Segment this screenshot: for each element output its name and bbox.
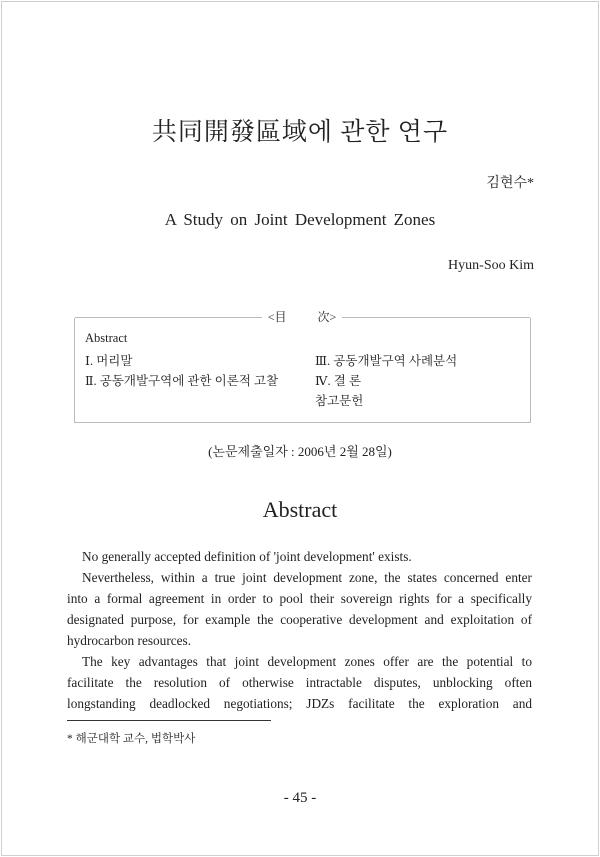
toc-item: Ⅲ. 공동개발구역 사례분석 [315,354,458,368]
abstract-body [67,546,532,714]
abstract-line: hydrocarbon resources. [67,633,192,648]
abstract-line: designated purpose, for example the cooperative development and exploitation of [67,612,532,627]
footnote: * 해군대학 교수, 법학박사 [67,733,196,745]
abstract-line: into a formal agreement in order to pool their sovereign rights for a specifically [67,591,532,606]
author-english: Hyun-Soo Kim [448,258,534,273]
abstract-heading: Abstract [262,497,338,522]
toc-item: Abstract [85,331,128,345]
page-number: - 45 - [283,790,317,806]
abstract-line: The key advantages that joint development zones offer are the potential to [82,654,532,669]
toc-item: Ⅰ. 머리말 [85,354,133,368]
paper-title: 共同開發區域에 관한 연구 [151,119,449,146]
submission-date: (논문제출일자 : 2006년 2월 28일) [208,444,392,459]
author-korean: 김현수* [486,176,534,191]
abstract-line: longstanding deadlocked negotiations; JDZs facilitate the exploration and [67,696,532,711]
footnote-divider [67,720,271,721]
toc-item: Ⅱ. 공동개발구역에 관한 이론적 고찰 [85,374,279,388]
toc-item: 참고문헌 [315,394,364,408]
paper-title-english: A Study on Joint Development Zones [164,210,436,229]
toc-heading: <目 次> [262,308,342,325]
abstract-line: facilitate the resolution of otherwise intractable disputes, unblocking often [67,675,532,690]
toc-item: Ⅳ. 결 론 [315,374,362,388]
abstract-line: No generally accepted definition of 'joint development' exists. [82,549,412,564]
abstract-line: Nevertheless, within a true joint development zone, the states concerned enter [82,570,532,585]
table-of-contents [74,310,531,423]
